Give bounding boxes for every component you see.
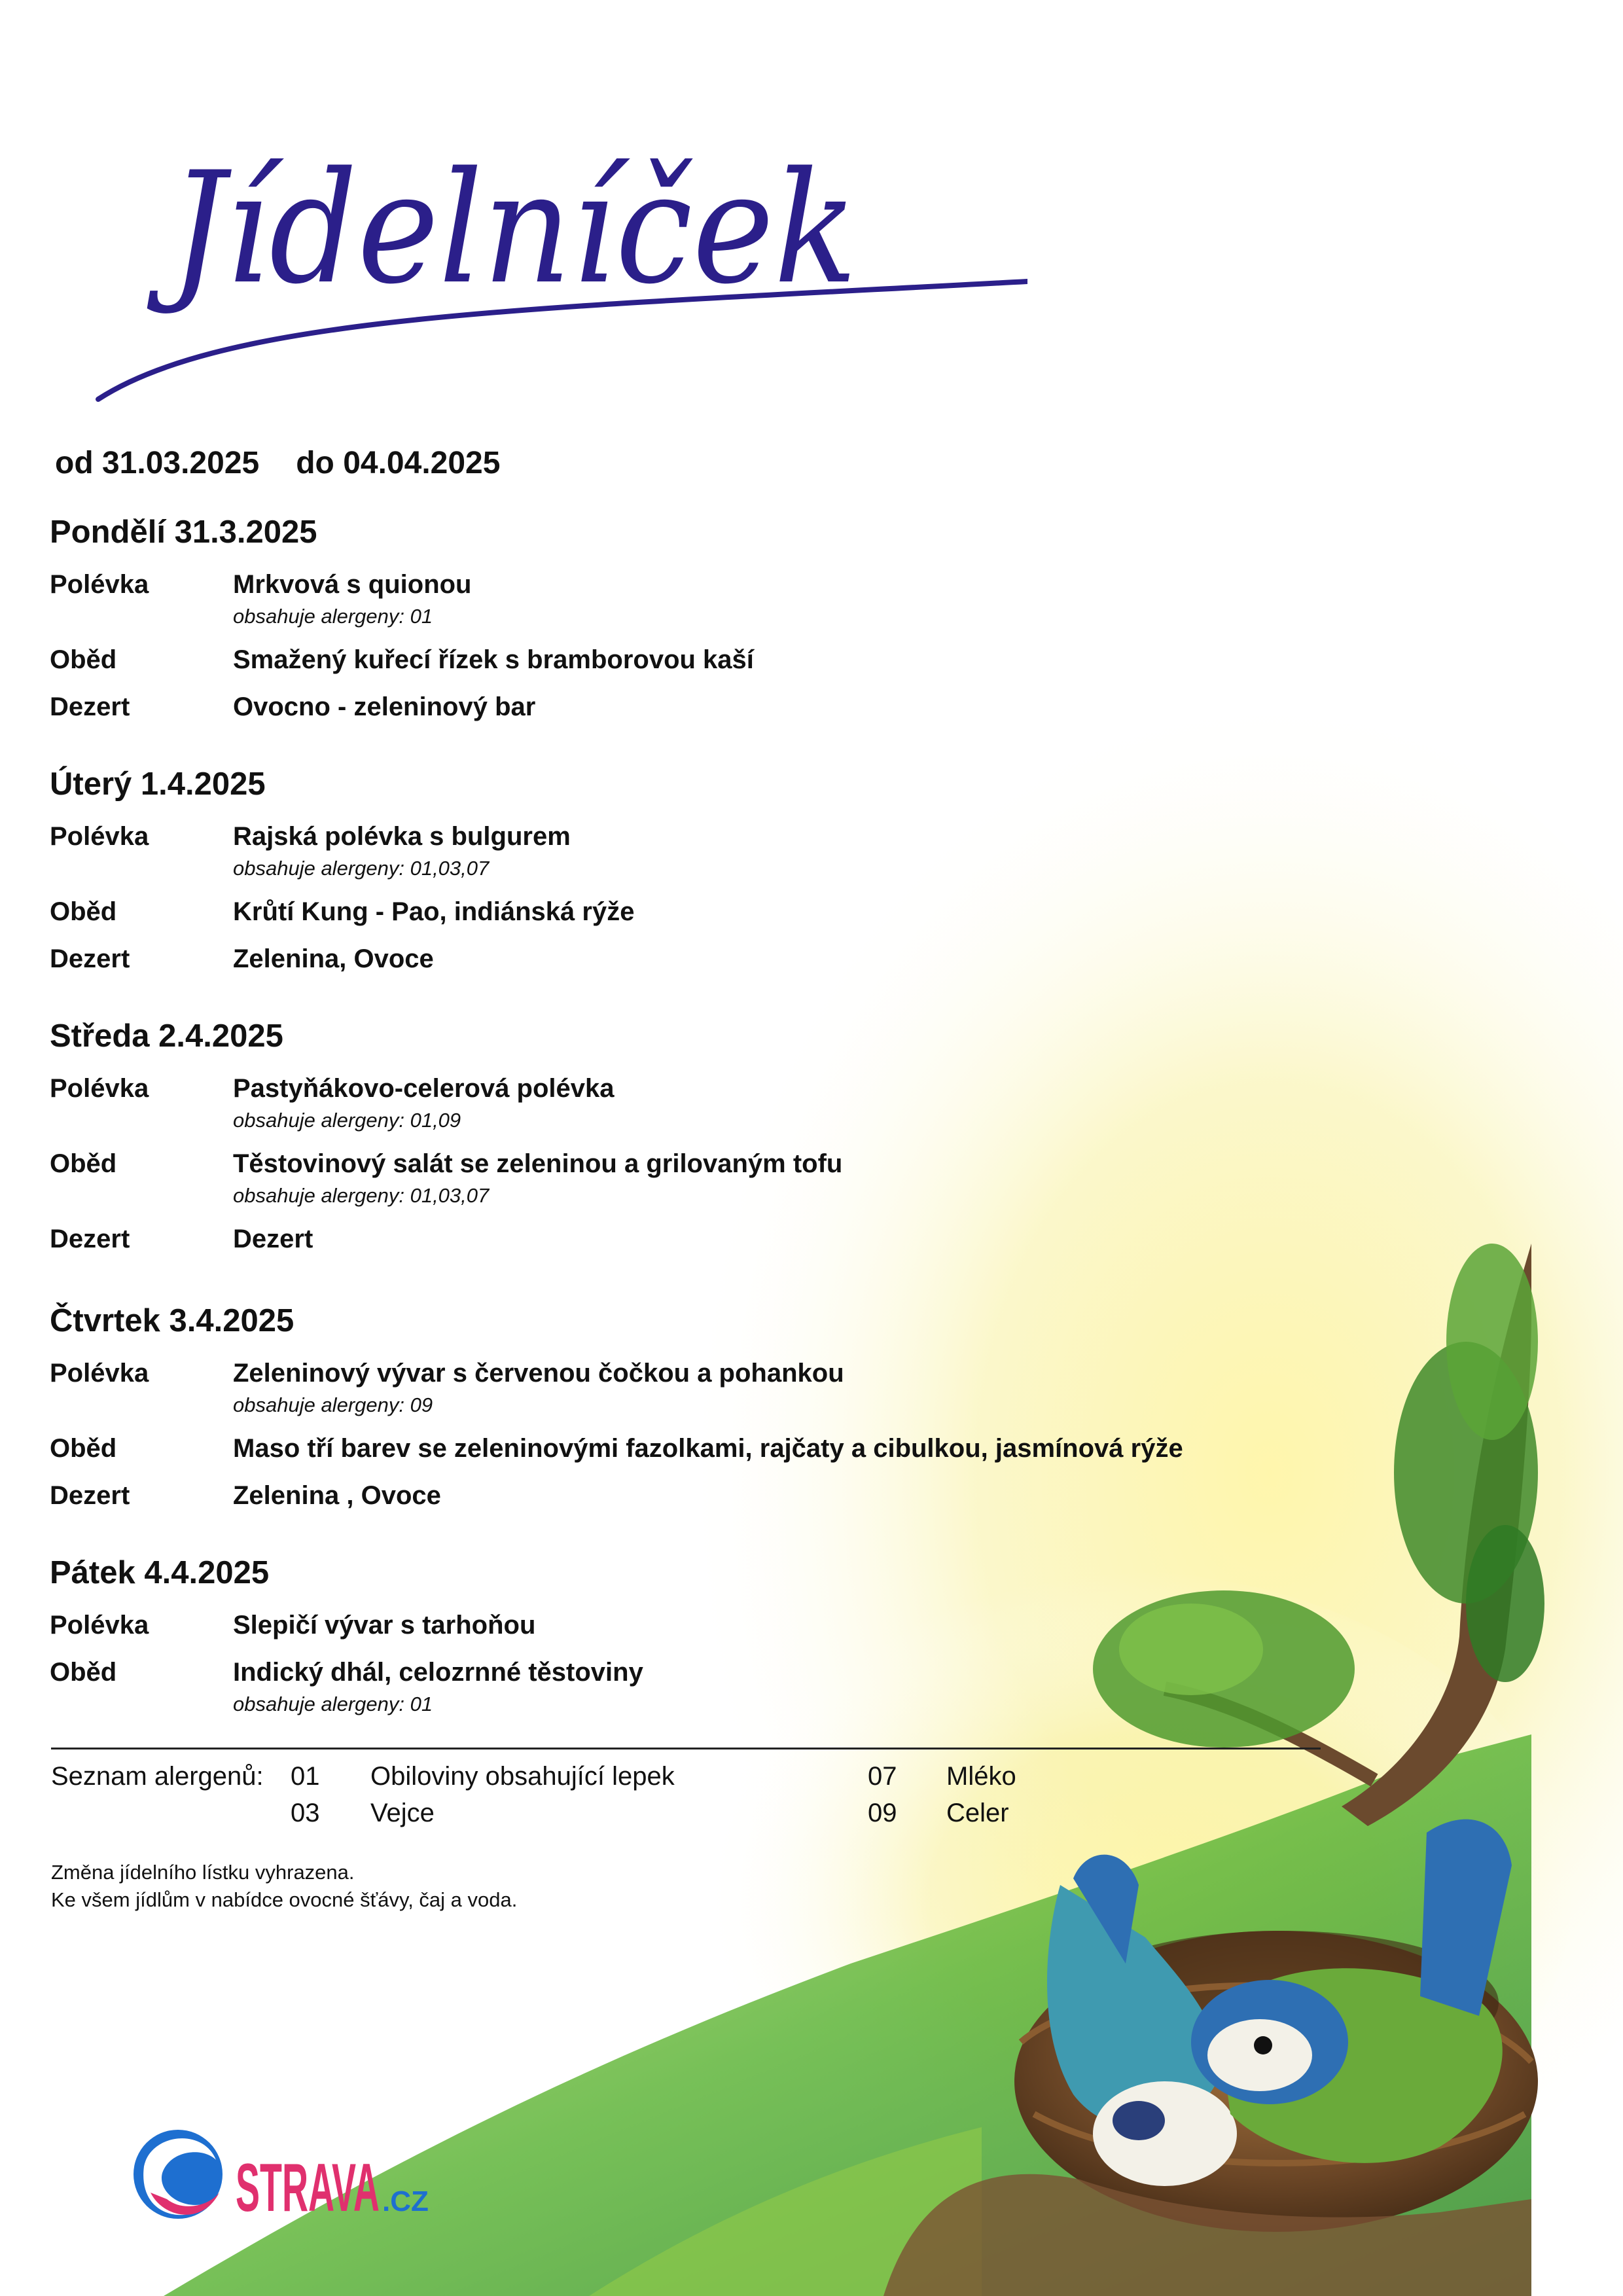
item-label: Dezert bbox=[50, 1481, 130, 1510]
item-dish: Smažený kuřecí řízek s bramborovou kaší bbox=[233, 645, 754, 674]
allergen-name: Vejce bbox=[370, 1799, 435, 1827]
menu-item bbox=[50, 1149, 1359, 1208]
item-dish: Indický dhál, celozrnné těstoviny bbox=[233, 1658, 643, 1687]
item-dish: Zeleninový vývar s červenou čočkou a pohankou bbox=[233, 1359, 844, 1388]
strava-logo-text: STRAVA bbox=[236, 2150, 380, 2226]
item-dish: Ovocno - zeleninový bar bbox=[233, 692, 536, 721]
item-dish: Mrkvová s quionou bbox=[233, 570, 472, 599]
footer-notes bbox=[51, 1859, 517, 1914]
item-allergens: obsahuje alergeny: 01,09 bbox=[233, 1109, 461, 1132]
date-to: do 04.04.2025 bbox=[296, 446, 501, 480]
day-thursday bbox=[50, 1302, 1359, 1528]
day-title: Čtvrtek 3.4.2025 bbox=[50, 1303, 294, 1338]
item-label: Dezert bbox=[50, 944, 130, 973]
allergen-code: 09 bbox=[868, 1799, 897, 1827]
date-from: od 31.03.2025 bbox=[55, 446, 260, 480]
divider bbox=[51, 1748, 1321, 1749]
item-allergens: obsahuje alergeny: 09 bbox=[233, 1393, 433, 1416]
menu-item bbox=[50, 692, 1359, 723]
menu-item bbox=[50, 944, 1359, 975]
item-label: Polévka bbox=[50, 1074, 149, 1103]
allergen-name: Obiloviny obsahující lepek bbox=[370, 1762, 675, 1791]
note-line: Změna jídelního lístku vyhrazena. bbox=[51, 1861, 355, 1884]
day-title: Pondělí 31.3.2025 bbox=[50, 514, 317, 550]
strava-logo-suffix: .CZ bbox=[382, 2185, 429, 2217]
item-allergens: obsahuje alergeny: 01 bbox=[233, 1693, 433, 1715]
menu-item bbox=[50, 570, 1359, 628]
item-allergens: obsahuje alergeny: 01,03,07 bbox=[233, 857, 490, 880]
menu-item bbox=[50, 1658, 1359, 1716]
strava-logo bbox=[131, 2121, 432, 2232]
day-title: Pátek 4.4.2025 bbox=[50, 1555, 270, 1590]
item-dish: Slepičí vývar s tarhoňou bbox=[233, 1611, 536, 1640]
item-label: Polévka bbox=[50, 822, 149, 851]
allergen-code: 03 bbox=[291, 1799, 320, 1827]
item-label: Polévka bbox=[50, 570, 149, 599]
day-wednesday bbox=[50, 1018, 1359, 1272]
day-friday bbox=[50, 1554, 1359, 1733]
page-title bbox=[85, 98, 1027, 412]
allergen-code: 07 bbox=[868, 1762, 897, 1791]
date-range bbox=[55, 445, 537, 481]
note-line: Ke všem jídlům v nabídce ovocné šťávy, čaj a voda. bbox=[51, 1888, 518, 1911]
item-dish: Zelenina , Ovoce bbox=[233, 1481, 441, 1510]
page-title-text: Jídelníček bbox=[147, 139, 858, 318]
item-dish: Těstovinový salát se zeleninou a grilovaným tofu bbox=[233, 1149, 843, 1178]
day-tuesday bbox=[50, 766, 1359, 992]
item-dish: Krůtí Kung - Pao, indiánská rýže bbox=[233, 897, 635, 926]
menu-item bbox=[50, 1611, 1359, 1641]
strava-logo-icon bbox=[134, 2130, 223, 2219]
item-label: Dezert bbox=[50, 692, 130, 721]
item-allergens: obsahuje alergeny: 01,03,07 bbox=[233, 1184, 490, 1207]
item-dish: Zelenina, Ovoce bbox=[233, 944, 434, 973]
day-title: Středa 2.4.2025 bbox=[50, 1018, 283, 1054]
allergen-name: Celer bbox=[946, 1799, 1009, 1827]
menu-item bbox=[50, 1434, 1359, 1464]
menu-item bbox=[50, 1225, 1359, 1255]
menu-item bbox=[50, 822, 1359, 880]
item-label: Dezert bbox=[50, 1225, 130, 1253]
item-label: Oběd bbox=[50, 1434, 117, 1463]
item-dish: Maso tří barev se zeleninovými fazolkami, rajčaty a cibulkou, jasmínová rýže bbox=[233, 1434, 1183, 1463]
day-monday bbox=[50, 514, 1359, 740]
item-dish: Dezert bbox=[233, 1225, 313, 1253]
menu-item bbox=[50, 1359, 1359, 1417]
item-label: Oběd bbox=[50, 897, 117, 926]
day-title: Úterý 1.4.2025 bbox=[50, 766, 266, 802]
menu-item bbox=[50, 1481, 1359, 1511]
allergen-list-label: Seznam alergenů: bbox=[51, 1762, 264, 1791]
item-allergens: obsahuje alergeny: 01 bbox=[233, 605, 433, 628]
item-dish: Rajská polévka s bulgurem bbox=[233, 822, 571, 851]
allergen-code: 01 bbox=[291, 1762, 320, 1791]
allergen-name: Mléko bbox=[946, 1762, 1016, 1791]
menu-item bbox=[50, 645, 1359, 675]
menu-item bbox=[50, 1074, 1359, 1132]
item-label: Oběd bbox=[50, 1658, 117, 1687]
item-label: Oběd bbox=[50, 1149, 117, 1178]
item-label: Polévka bbox=[50, 1359, 149, 1388]
item-label: Oběd bbox=[50, 645, 117, 674]
item-label: Polévka bbox=[50, 1611, 149, 1640]
menu-item bbox=[50, 897, 1359, 927]
item-dish: Pastyňákovo-celerová polévka bbox=[233, 1074, 615, 1103]
